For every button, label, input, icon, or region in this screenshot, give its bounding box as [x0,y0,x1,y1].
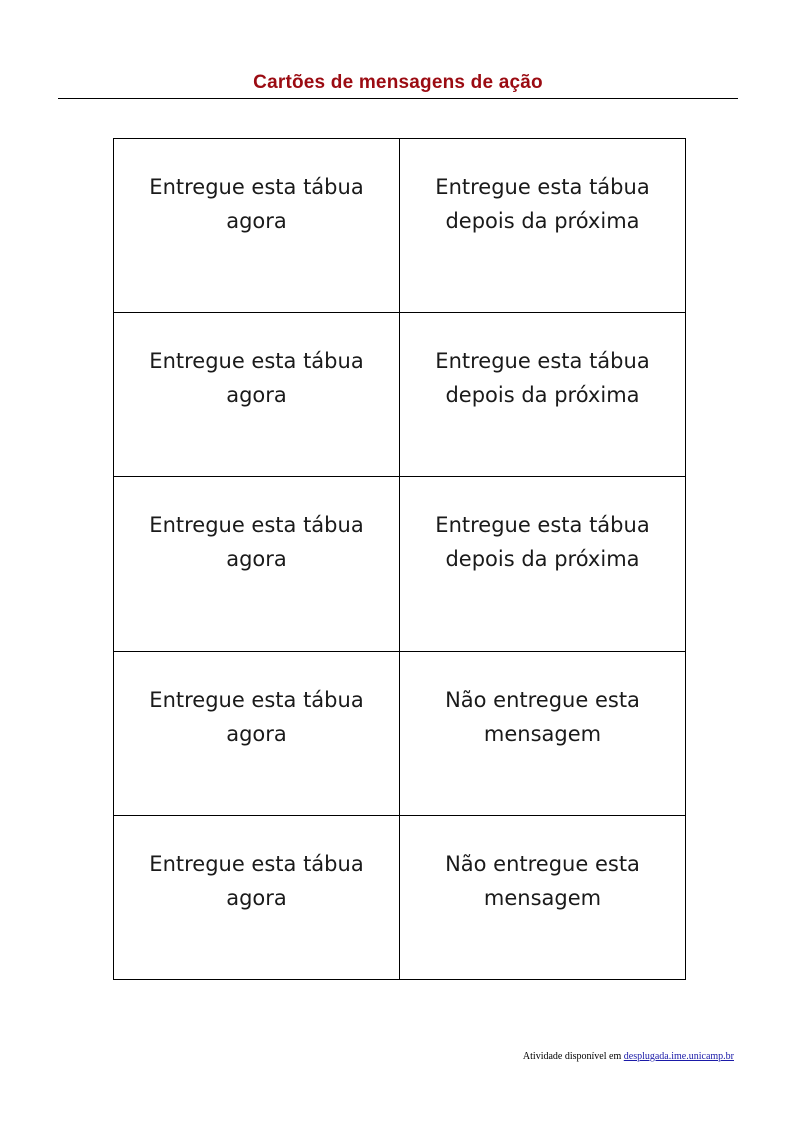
card-text: Entregue esta tábua agora [149,688,364,746]
card-row [114,477,686,652]
card-row [114,816,686,980]
card-text: Entregue esta tábua agora [149,175,364,233]
message-card [400,477,686,652]
card-row [114,652,686,816]
card-row [114,313,686,477]
message-card-grid [113,138,686,980]
footer-note [523,1051,734,1062]
card-text: Entregue esta tábua depois da próxima [435,349,650,407]
message-card [400,816,686,980]
message-card [400,652,686,816]
message-card [400,313,686,477]
title-divider [58,98,738,99]
message-card [114,313,400,477]
footer-link[interactable]: desplugada.ime.unicamp.br [623,1051,734,1062]
card-text: Entregue esta tábua agora [149,513,364,571]
message-card [114,652,400,816]
card-text: Entregue esta tábua depois da próxima [435,175,650,233]
card-row [114,139,686,313]
card-text: Entregue esta tábua depois da próxima [435,513,650,571]
footer-prefix: Atividade disponível em [522,1051,622,1062]
card-text: Entregue esta tábua agora [149,852,364,910]
card-text: Não entregue esta mensagem [445,852,640,910]
message-card [400,139,686,313]
card-text: Não entregue esta mensagem [445,688,640,746]
message-card [114,139,400,313]
message-card [114,816,400,980]
page-title: Cartões de mensagens de ação [253,72,543,93]
message-card [114,477,400,652]
card-text: Entregue esta tábua agora [149,349,364,407]
